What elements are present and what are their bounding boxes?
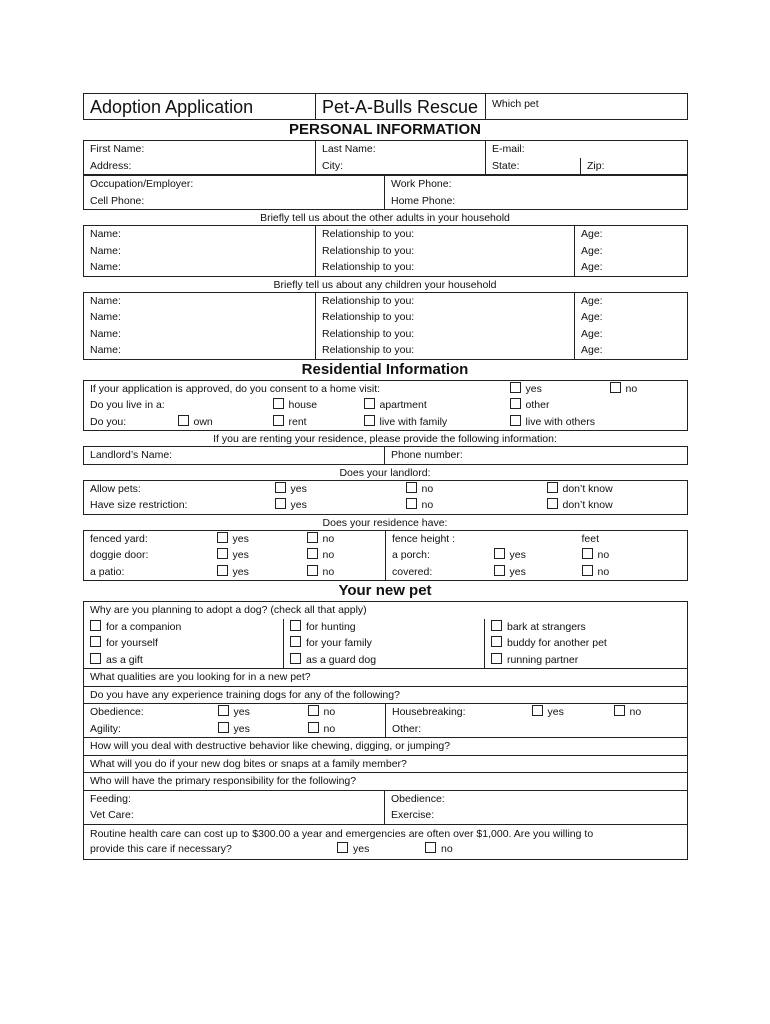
checkbox-icon[interactable] [610, 382, 621, 393]
residence-table [83, 380, 688, 432]
bites-question[interactable]: What will you do if your new dog bites or snaps at a family member? [84, 755, 688, 773]
adult-row [84, 226, 688, 243]
covered-label: covered: [386, 564, 488, 581]
adults-table [83, 225, 688, 277]
residence-prompt: Does your residence have: [322, 516, 448, 529]
adoption-form [83, 93, 687, 860]
apartment-option[interactable]: apartment [358, 397, 504, 414]
landlord-questions-table [83, 480, 688, 515]
child-relationship-field[interactable]: Relationship to you: [316, 326, 575, 343]
rent-option[interactable]: rent [267, 414, 358, 431]
checkbox-icon[interactable] [217, 548, 228, 559]
checkbox-icon[interactable] [364, 415, 375, 426]
adult-age-field[interactable]: Age: [575, 243, 688, 260]
fence-height-label: fence height : [386, 530, 488, 547]
fenced-yard-no[interactable]: no [301, 530, 386, 547]
landlord-phone-field[interactable]: Phone number: [385, 447, 688, 465]
org-name: Pet-A-Bulls Rescue [316, 94, 486, 120]
pet-questions-table [83, 669, 688, 704]
checkbox-icon[interactable] [406, 482, 417, 493]
cost-question-line1: Routine health care can cost up to $300.00 a year and emergencies are often over $1,000. Are you willing to [90, 827, 594, 840]
responsibility-question: Who will have the primary responsibility for the following? [84, 773, 688, 791]
obedience-label: Obedience: [84, 704, 212, 721]
renting-prompt: If you are renting your residence, please provide the following information: [213, 433, 557, 445]
adult-age-field[interactable]: Age: [575, 259, 688, 276]
reason-option[interactable]: for a companion [84, 619, 284, 636]
checkbox-icon[interactable] [582, 548, 593, 559]
other-training-field[interactable]: Other: [386, 721, 688, 738]
which-pet-field[interactable]: Which pet [486, 94, 688, 120]
qualities-question[interactable]: What qualities are you looking for in a new pet? [84, 669, 688, 686]
zip-field[interactable]: Zip: [581, 158, 688, 175]
child-row [84, 342, 688, 359]
reason-option[interactable]: running partner [485, 652, 688, 669]
checkbox-icon[interactable] [307, 565, 318, 576]
reason-option[interactable]: as a guard dog [284, 652, 485, 669]
own-option[interactable]: own [172, 414, 267, 431]
checkbox-icon[interactable] [90, 653, 101, 664]
adult-row [84, 259, 688, 276]
occupation-field[interactable]: Occupation/Employer: [84, 176, 385, 193]
email-field[interactable]: E-mail: [486, 141, 688, 158]
size-restriction-no[interactable]: no [400, 497, 541, 514]
allow-pets-yes[interactable]: yes [269, 480, 400, 497]
checkbox-icon[interactable] [178, 415, 189, 426]
size-restriction-dont-know[interactable]: don’t know [541, 497, 688, 514]
new-pet-heading: Your new pet [338, 582, 432, 599]
checkbox-icon[interactable] [290, 620, 301, 631]
obedience-responsibility-field[interactable]: Obedience: [385, 791, 688, 808]
checkbox-icon[interactable] [308, 722, 319, 733]
obedience-yes[interactable]: yes [212, 704, 302, 721]
exercise-field[interactable]: Exercise: [385, 807, 688, 824]
patio-no[interactable]: no [301, 564, 386, 581]
allow-pets-dont-know[interactable]: don’t know [541, 480, 688, 497]
checkbox-icon[interactable] [307, 548, 318, 559]
adult-relationship-field[interactable]: Relationship to you: [316, 259, 575, 276]
checkbox-icon[interactable] [217, 565, 228, 576]
cost-no[interactable]: no [425, 842, 453, 857]
checkbox-icon[interactable] [364, 398, 375, 409]
adults-prompt: Briefly tell us about the other adults in your household [260, 212, 510, 224]
checkbox-icon[interactable] [90, 636, 101, 647]
cost-table [83, 825, 688, 860]
children-table [83, 292, 688, 360]
covered-no[interactable]: no [576, 564, 688, 581]
cost-yes[interactable]: yes [337, 842, 425, 857]
covered-yes[interactable]: yes [488, 564, 576, 581]
obedience-no[interactable]: no [302, 704, 386, 721]
checkbox-icon[interactable] [491, 653, 502, 664]
landlord-table [83, 446, 688, 465]
address-field[interactable]: Address: [84, 158, 316, 175]
form-title: Adoption Application [84, 94, 316, 120]
size-restriction-yes[interactable]: yes [269, 497, 400, 514]
cell-phone-field[interactable]: Cell Phone: [84, 193, 385, 210]
residential-heading: Residential Information [301, 360, 469, 378]
checkbox-icon[interactable] [547, 498, 558, 509]
adult-name-field[interactable]: Name: [84, 259, 316, 276]
allow-pets-label: Allow pets: [84, 480, 269, 497]
house-option[interactable]: house [267, 397, 358, 414]
city-field[interactable]: City: [316, 158, 486, 175]
checkbox-icon[interactable] [90, 620, 101, 631]
agility-label: Agility: [84, 721, 212, 738]
checkbox-icon[interactable] [510, 398, 521, 409]
checkbox-icon[interactable] [547, 482, 558, 493]
adult-name-field[interactable]: Name: [84, 226, 316, 243]
live-with-others-option[interactable]: live with others [504, 414, 688, 431]
new-pet-table [83, 601, 688, 669]
checkbox-icon[interactable] [273, 398, 284, 409]
checkbox-icon[interactable] [491, 636, 502, 647]
checkbox-icon[interactable] [494, 565, 505, 576]
checkbox-icon[interactable] [491, 620, 502, 631]
first-name-field[interactable]: First Name: [84, 141, 316, 158]
reason-option[interactable]: bark at strangers [485, 619, 688, 636]
other-residence-option[interactable]: other [504, 397, 688, 414]
home-visit-no[interactable]: no [604, 380, 688, 397]
residence-features-table [83, 530, 688, 582]
checkbox-icon[interactable] [494, 548, 505, 559]
last-name-field[interactable]: Last Name: [316, 141, 486, 158]
child-relationship-field[interactable]: Relationship to you: [316, 342, 575, 359]
housebreaking-yes[interactable]: yes [526, 704, 608, 721]
adult-relationship-field[interactable]: Relationship to you: [316, 226, 575, 243]
landlord-prompt: Does your landlord: [339, 466, 431, 479]
home-visit-label: If your application is approved, do you consent to a home visit: [84, 380, 504, 397]
personal-info-heading: PERSONAL INFORMATION [289, 121, 481, 138]
do-you-label: Do you: [84, 414, 172, 431]
checkbox-icon[interactable] [406, 498, 417, 509]
cost-question-line2 [90, 842, 681, 857]
porch-no[interactable]: no [576, 547, 688, 564]
patio-yes[interactable]: yes [211, 564, 301, 581]
experience-question: Do you have any experience training dogs for any of the following? [84, 686, 688, 704]
adult-age-field[interactable]: Age: [575, 226, 688, 243]
housebreaking-label: Housebreaking: [386, 704, 526, 721]
work-phone-field[interactable]: Work Phone: [385, 176, 688, 193]
checkbox-icon[interactable] [510, 382, 521, 393]
adult-name-field[interactable]: Name: [84, 243, 316, 260]
phone-table [83, 175, 688, 210]
checkbox-icon[interactable] [308, 705, 319, 716]
header-table [83, 93, 688, 120]
why-adopt-question: Why are you planning to adopt a dog? (check all that apply) [84, 602, 688, 619]
child-age-field[interactable]: Age: [575, 309, 688, 326]
child-relationship-field[interactable]: Relationship to you: [316, 292, 575, 309]
doggie-door-yes[interactable]: yes [211, 547, 301, 564]
live-in-label: Do you live in a: [84, 397, 267, 414]
checkbox-icon[interactable] [218, 722, 229, 733]
child-age-field[interactable]: Age: [575, 326, 688, 343]
child-name-field[interactable]: Name: [84, 292, 316, 309]
child-age-field[interactable]: Age: [575, 292, 688, 309]
size-restriction-label: Have size restriction: [84, 497, 269, 514]
state-field[interactable]: State: [486, 158, 581, 175]
agility-yes[interactable]: yes [212, 721, 302, 738]
checkbox-icon[interactable] [614, 705, 625, 716]
reason-option[interactable]: for your family [284, 635, 485, 652]
vet-care-field[interactable]: Vet Care: [84, 807, 385, 824]
checkbox-icon[interactable] [217, 532, 228, 543]
checkbox-icon[interactable] [218, 705, 229, 716]
child-name-field[interactable]: Name: [84, 309, 316, 326]
responsibility-table [83, 791, 688, 825]
feet-label: feet [576, 530, 688, 547]
reason-option[interactable]: buddy for another pet [485, 635, 688, 652]
checkbox-icon[interactable] [290, 636, 301, 647]
children-prompt: Briefly tell us about any children your household [273, 278, 497, 291]
checkbox-icon[interactable] [510, 415, 521, 426]
allow-pets-no[interactable]: no [400, 480, 541, 497]
live-with-family-option[interactable]: live with family [358, 414, 504, 431]
doggie-door-label: doggie door: [84, 547, 211, 564]
landlord-name-field[interactable]: Landlord’s Name: [84, 447, 385, 465]
cost-question-text: provide this care if necessary? [90, 842, 232, 855]
fenced-yard-label: fenced yard: [84, 530, 211, 547]
cost-question [84, 825, 688, 860]
home-visit-yes[interactable]: yes [504, 380, 604, 397]
checkbox-icon[interactable] [337, 842, 348, 853]
adult-relationship-field[interactable]: Relationship to you: [316, 243, 575, 260]
destructive-question[interactable]: How will you deal with destructive behavior like chewing, digging, or jumping? [84, 738, 688, 755]
checkbox-icon[interactable] [273, 415, 284, 426]
checkbox-icon[interactable] [532, 705, 543, 716]
child-row [84, 326, 688, 343]
fence-height-field[interactable] [488, 530, 576, 547]
checkbox-icon[interactable] [275, 498, 286, 509]
fenced-yard-yes[interactable]: yes [211, 530, 301, 547]
patio-label: a patio: [84, 564, 211, 581]
child-row [84, 309, 688, 326]
reason-option[interactable]: for yourself [84, 635, 284, 652]
checkbox-icon[interactable] [290, 653, 301, 664]
housebreaking-no[interactable]: no [608, 704, 688, 721]
child-name-field[interactable]: Name: [84, 342, 316, 359]
child-relationship-field[interactable]: Relationship to you: [316, 309, 575, 326]
checkbox-icon[interactable] [582, 565, 593, 576]
checkbox-icon[interactable] [307, 532, 318, 543]
child-age-field[interactable]: Age: [575, 342, 688, 359]
porch-yes[interactable]: yes [488, 547, 576, 564]
personal-info-table [83, 140, 688, 175]
reason-option[interactable]: as a gift [84, 652, 284, 669]
doggie-door-no[interactable]: no [301, 547, 386, 564]
child-row [84, 292, 688, 309]
porch-label: a porch: [386, 547, 488, 564]
adult-row [84, 243, 688, 260]
checkbox-icon[interactable] [425, 842, 436, 853]
training-table [83, 704, 688, 738]
behavior-questions-table [83, 738, 688, 791]
agility-no[interactable]: no [302, 721, 386, 738]
reason-option[interactable]: for hunting [284, 619, 485, 636]
home-phone-field[interactable]: Home Phone: [385, 193, 688, 210]
child-name-field[interactable]: Name: [84, 326, 316, 343]
feeding-field[interactable]: Feeding: [84, 791, 385, 808]
checkbox-icon[interactable] [275, 482, 286, 493]
